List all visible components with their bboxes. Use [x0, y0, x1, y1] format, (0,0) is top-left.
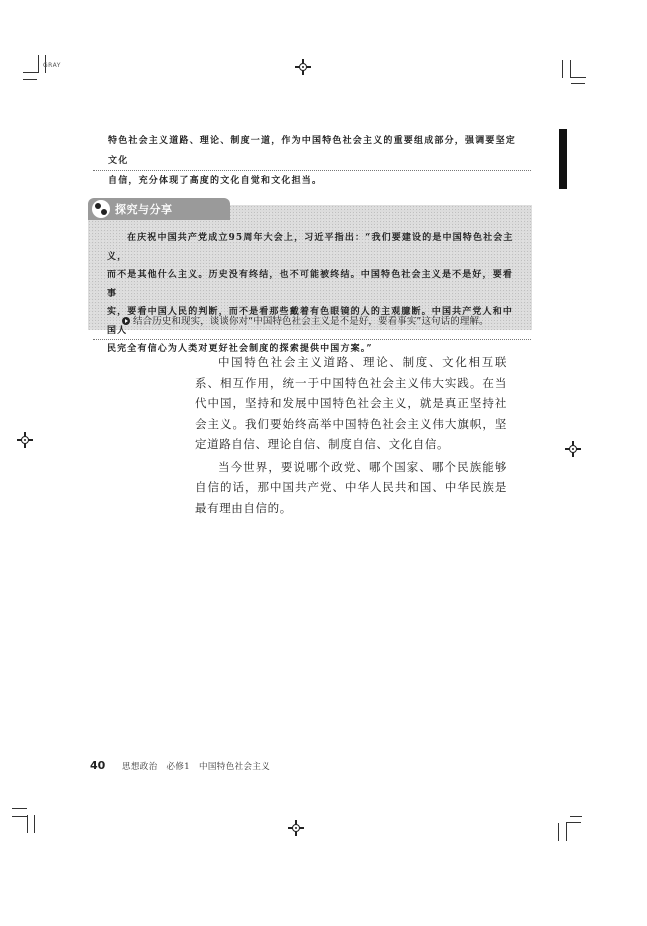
- question-text: 结合历史和现实，谈谈你对“中国特色社会主义是不是好，要看事实”这句话的理解。: [133, 316, 489, 327]
- color-label: GRAY: [43, 62, 61, 69]
- quote-line-3: 实，要看中国人民的判断，而不是看那些戴着有色眼镜的人的主观臆断。中国共产党人和中国人: [107, 307, 514, 336]
- continued-line-1: 特色社会主义道路、理论、制度一道，作为中国特色社会主义的重要组成部分，强调要坚定文化: [108, 136, 517, 166]
- explore-icon: [92, 200, 110, 218]
- registration-mark-right: [565, 441, 581, 457]
- explore-share-header: [88, 198, 230, 220]
- continued-line-2: 自信，充分体现了高度的文化自觉和文化担当。: [108, 176, 323, 186]
- main-body: [195, 352, 507, 518]
- play-bullet-icon: [122, 317, 130, 325]
- book-title: 思想政治 必修1 中国特色社会主义: [122, 762, 271, 772]
- body-paragraph-2: 当今世界，要说哪个政党、哪个国家、哪个民族能够自信的话，那中国共产党、中华人民共和国、中华民族是最有理由自信的。: [195, 459, 507, 515]
- crop-mark-top-right-h: [570, 77, 586, 78]
- crop-mark-top-left-h2: [23, 79, 37, 80]
- crop-mark-bottom-right-v: [558, 823, 559, 841]
- chapter-side-tab: [559, 129, 567, 189]
- dotted-divider-bottom: [93, 339, 531, 340]
- registration-mark-bottom: [288, 820, 304, 836]
- page-number: 40: [90, 759, 106, 772]
- body-paragraph-1: 中国特色社会主义道路、理论、制度、文化相互联系、相互作用，统一于中国特色社会主义伟大实践。在当代中国，坚持和发展中国特色社会主义，就是真正坚持社会主义。我们要始终高举中国特色社会主义伟大旗帜，坚定道路自信、理论自信、制度自信、文化自信。: [195, 355, 507, 451]
- crop-mark-top-left-v: [38, 55, 39, 73]
- quote-line-1: 在庆祝中国共产党成立95周年大会上，习近平指出：“我们要建设的是中国特色社会主义，: [107, 233, 514, 262]
- quote-line-4: 民完全有信心为人类对更好社会制度的探索提供中国方案。”: [107, 344, 373, 354]
- crop-mark-bottom-right-h2: [570, 816, 582, 817]
- registration-mark-top: [295, 59, 311, 75]
- quote-line-2: 而不是其他什么主义。历史没有终结，也不可能被终结。中国特色社会主义是不是好，要看事: [107, 270, 514, 299]
- crop-mark-top-right-v: [562, 60, 563, 78]
- crop-mark-bottom-right-h: [566, 822, 581, 823]
- continued-paragraph: [108, 131, 518, 191]
- crop-mark-top-right-v2: [570, 60, 571, 78]
- crop-mark-top-left-h: [23, 72, 39, 73]
- registration-mark-left: [17, 432, 33, 448]
- discussion-question: [122, 313, 489, 327]
- dotted-divider-top: [93, 170, 531, 171]
- crop-mark-bottom-left-v: [27, 815, 28, 833]
- crop-mark-bottom-left-v2: [34, 815, 35, 833]
- crop-mark-top-right-h2: [571, 83, 585, 84]
- crop-mark-bottom-left-h2: [12, 816, 27, 817]
- explore-share-title: 探究与分享: [115, 203, 173, 216]
- crop-mark-bottom-left-h: [12, 808, 27, 809]
- crop-mark-bottom-right-v2: [566, 823, 567, 841]
